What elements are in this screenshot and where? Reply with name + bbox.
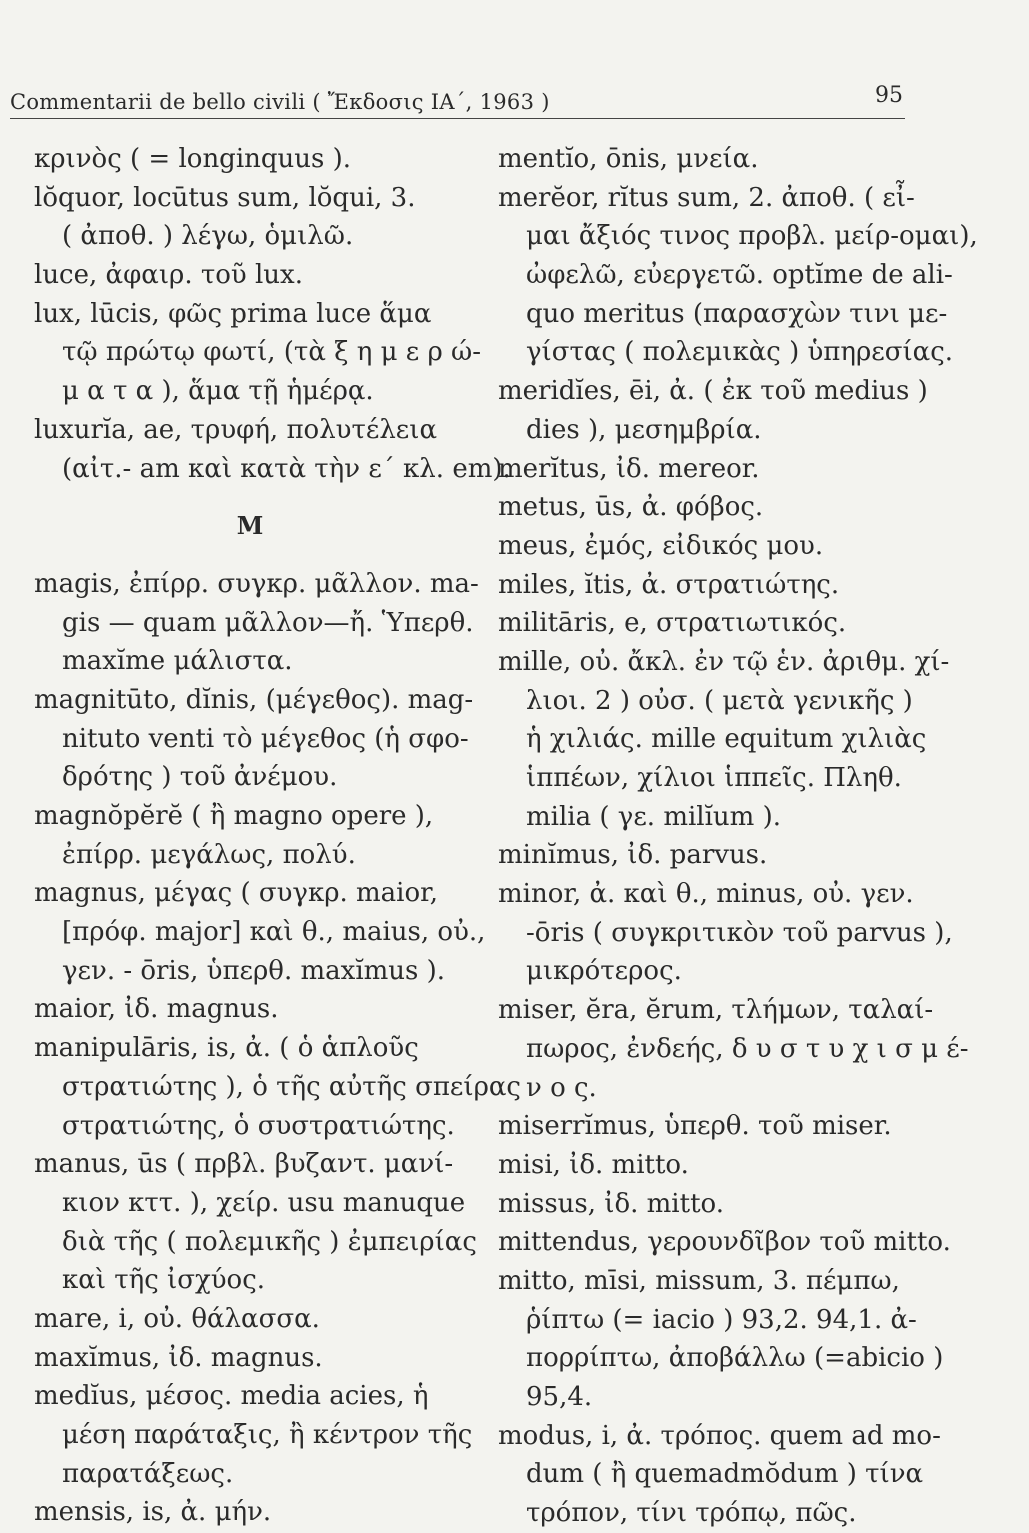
entry-line: maior, ἰδ. magnus. [34, 994, 279, 1025]
entry-line: στρατιώτης ), ὁ τῆς αὐτῆς σπείρας [62, 1071, 521, 1102]
entry-line: quo meritus (παρασχὼν τινι με- [526, 298, 948, 329]
entry-line: magnus, μέγας ( συγκρ. maior, [34, 878, 438, 909]
entry-line: meridĭes, ēi, ἀ. ( ἐκ τοῦ medius ) [498, 376, 928, 407]
entry-line: mitto, mīsi, missum, 3. πέμπω, [498, 1265, 900, 1296]
entry-line: παρατάξεως. [62, 1458, 234, 1489]
entry-line: modus, i, ἀ. τρόπος. quem ad mo- [498, 1420, 941, 1451]
entry-line: milia ( γε. milĭum ). [526, 801, 781, 832]
entry-line: γίστας ( πολεμικὰς ) ὑπηρεσίας. [526, 337, 954, 368]
entry-line: mille, οὐ. ἄκλ. ἐν τῷ ἑν. ἀριθμ. χί- [498, 646, 950, 677]
entry-line: mentĭo, ōnis, μνεία. [498, 144, 759, 174]
entry-line: μέση παράταξις, ἢ κέντρον τῆς [62, 1420, 473, 1450]
entry-line: ἐπίρρ. μεγάλως, πολύ. [62, 839, 356, 870]
entry-line: μαι ἄξιός τινος προβλ. μείρ-ομαι), [526, 221, 978, 252]
entry-line: mittendus, γερουνδῖβον τοῦ mitto. [498, 1227, 951, 1258]
entry-line: minĭmus, ἰδ. parvus. [498, 840, 768, 871]
running-head-title: Commentarii de bello civili ( Ἔκδοσις ΙΑ΄, 1963 ) [10, 90, 550, 114]
entry-line: πωρος, ἐνδεής, δ υ σ τ υ χ ι σ μ έ- [526, 1033, 969, 1064]
entry-line: maxĭme μάλιστα. [62, 646, 293, 677]
entry-line: missus, ἰδ. mitto. [498, 1188, 724, 1219]
entry-line: manus, ūs ( πρβλ. βυζαντ. μανί- [34, 1149, 454, 1180]
entry-line: miserrĭmus, ὑπερθ. τοῦ miser. [498, 1111, 892, 1142]
entry-line: merĭtus, ἰδ. mereor. [498, 453, 760, 484]
right-column [498, 140, 978, 1533]
entry-line: πορρίπτω, ἀποβάλλω (=abicio ) [526, 1343, 944, 1374]
entry-line: lux, lūcis, φῶς prima luce ἅμα [34, 298, 432, 329]
entry-line: magnŏpĕrĕ ( ἢ magno opere ), [34, 801, 434, 831]
entry-line: magnitūto, dĭnis, (μέγεθος). mag- [34, 684, 474, 715]
entry-line: manipulāris, is, ἀ. ( ὁ ἁπλοῦς [34, 1033, 419, 1064]
spacer [34, 546, 466, 565]
entry-line: ( ἀποθ. ) λέγω, ὁμιλῶ. [62, 221, 354, 252]
entry-line: miles, ĭtis, ἀ. στρατιώτης. [498, 569, 840, 600]
entry-line: lŏquor, locūtus sum, lŏqui, 3. [34, 182, 416, 213]
entry-line: 95,4. [526, 1382, 593, 1412]
entry-line: λιοι. 2 ) οὐσ. ( μετὰ γενικῆς ) [526, 685, 913, 716]
entry-line: nituto venti τὸ μέγεθος (ἡ σφο- [62, 723, 469, 754]
entry-line: gis — quam μᾶλλον—ἤ. Ὑπερθ. [62, 607, 474, 638]
entry-line: ἡ χιλιάς. mille equitum χιλιὰς [526, 724, 927, 755]
entry-line: merĕor, rĭtus sum, 2. ἀποθ. ( εἶ- [498, 182, 915, 213]
entry-line: μ α τ α ), ἅμα τῇ ἡμέρᾳ. [62, 376, 374, 407]
entry-line: ὠφελῶ, εὐεργετῶ. optĭme de ali- [526, 260, 953, 291]
entry-line: militāris, e, στρατιωτικός. [498, 608, 847, 639]
entry-line: ῥίπτω (= iacio ) 93,2. 94,1. ἀ- [526, 1304, 917, 1335]
entry-line: magis, ἐπίρρ. συγκρ. μᾶλλον. ma- [34, 568, 479, 599]
entry-line: (αἰτ.- am καὶ κατὰ τὴν ε΄ κλ. em). [62, 453, 511, 484]
entry-line: κρινὸς ( = longinquus ). [34, 144, 352, 174]
entry-line: maxĭmus, ἰδ. magnus. [34, 1342, 323, 1373]
entry-line: misi, ἰδ. mitto. [498, 1149, 689, 1180]
entry-line: -ōris ( συγκριτικὸν τοῦ parvus ), [526, 917, 953, 948]
entry-line: luce, ἀφαιρ. τοῦ lux. [34, 260, 303, 291]
entry-line: dies ), μεσημβρία. [526, 414, 762, 445]
entry-line: mare, i, οὐ. θάλασσα. [34, 1303, 320, 1334]
entry-line: metus, ūs, ἀ. φόβος. [498, 492, 764, 523]
spacer [34, 488, 466, 507]
entry-line: meus, ἐμός, εἰδικός μου. [498, 530, 824, 561]
entry-line: minor, ἀ. καὶ θ., minus, οὐ. γεν. [498, 879, 914, 910]
running-head [10, 78, 905, 119]
entry-line: mensis, is, ἀ. μήν. [34, 1497, 272, 1528]
entry-line: ἱππέων, χίλιοι ἱππεῖς. Πληθ. [526, 763, 902, 793]
left-column [34, 140, 521, 1532]
entry-line: τῷ πρώτῳ φωτί, (τὰ ξ η μ ε ρ ώ- [62, 337, 481, 368]
entry-line: luxurĭa, ae, τρυφή, πολυτέλεια [34, 414, 438, 445]
entry-line: δρότης ) τοῦ ἀνέμου. [62, 762, 338, 793]
entry-line: [πρόφ. major] καὶ θ., maius, οὐ., [62, 917, 486, 948]
entry-line: καὶ τῆς ἰσχύος. [62, 1265, 266, 1296]
entry-line: κιον κττ. ), χείρ. usu manuque [62, 1187, 466, 1218]
entry-line: τρόπον, τίνι τρόπῳ, πῶς. [526, 1498, 857, 1529]
entry-line: γεν. - ōris, ὑπερθ. maxĭmus ). [62, 955, 446, 986]
entry-line: dum ( ἢ quemadmŏdum ) τίνα [526, 1459, 924, 1490]
page-number: 95 [875, 83, 903, 108]
entry-line: ν ο ς. [526, 1072, 597, 1103]
entry-line: μικρότερος. [526, 956, 682, 987]
entry-line: miser, ĕra, ĕrum, τλήμων, ταλαί- [498, 995, 934, 1026]
entry-line: διὰ τῆς ( πολεμικῆς ) ἐμπειρίας [62, 1226, 477, 1257]
section-letter-heading: M [236, 511, 264, 541]
entry-line: medĭus, μέσος. media acies, ἡ [34, 1381, 429, 1412]
entry-line: στρατιώτης, ὁ συστρατιώτης. [62, 1110, 455, 1141]
